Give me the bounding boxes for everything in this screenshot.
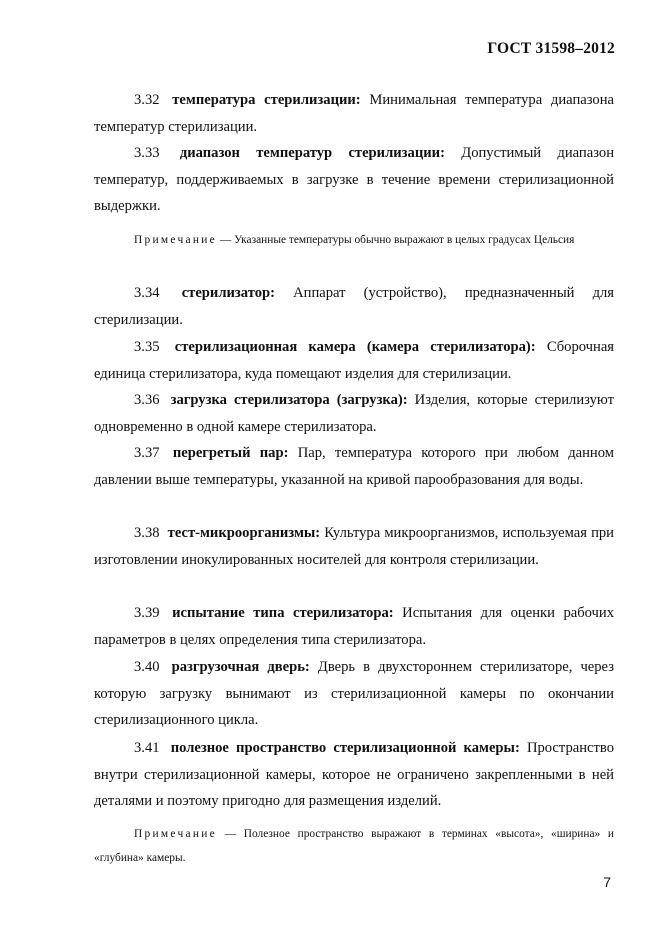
entry-term: стерилизационная камера (камера стерилизатора): (174, 339, 536, 355)
entry-definition: Минимальная температура диапазона температур стерилизации. (94, 92, 614, 135)
entry-term: испытание типа стерилизатора: (172, 605, 394, 621)
entry-definition: Испытания для оценки рабочих параметров в целях определения типа стерилизатора. (94, 605, 615, 648)
note-temperatures (94, 228, 614, 252)
term-entry-3-35 (94, 334, 614, 387)
note-label: Примечание (134, 234, 218, 246)
entry-term: загрузка стерилизатора (загрузка): (170, 392, 408, 408)
note-text: — Указанные температуры обычно выражают в целых градусах Цельсия (217, 234, 575, 246)
entry-number: 3.32 (134, 92, 160, 108)
document-header: ГОСТ 31598–2012 (487, 40, 615, 57)
entry-term: полезное пространство стерилизационной камеры: (170, 740, 520, 756)
note-label: Примечание (134, 828, 218, 840)
entry-term: стерилизатор: (181, 285, 275, 301)
entry-term: разгрузочная дверь: (171, 659, 310, 675)
entry-number: 3.34 (134, 285, 160, 301)
entry-number: 3.33 (134, 145, 160, 161)
entry-definition: Дверь в двухстороннем стерилизаторе, через которую загрузку вынимают из стерилизационной камеры по окончании стерилизационного цикла. (94, 659, 614, 728)
term-entry-3-38 (94, 520, 614, 573)
entry-definition: Изделия, которые стерилизуют одновременно в одной камере стерилизатора. (94, 392, 614, 435)
entry-definition: Пар, температура которого при любом данном давлении выше температуры, указанной на кривой парообразования для воды. (94, 445, 614, 488)
entry-definition: Аппарат (устройство), предназначенный для стерилизации. (94, 285, 614, 328)
entry-definition: Сборочная единица стерилизатора, куда помещают изделия для стерилизации. (94, 339, 615, 382)
entry-term: температура стерилизации: (172, 92, 361, 108)
entry-number: 3.35 (134, 339, 160, 355)
term-entry-3-40 (94, 654, 614, 734)
note-text: — Полезное пространство выражают в терминах «высота», «ширина» и «глубина» камеры. (94, 828, 614, 864)
term-entry-3-39 (94, 600, 614, 653)
term-entry-3-36 (94, 387, 614, 440)
term-entry-3-32 (94, 87, 614, 140)
entry-number: 3.36 (134, 392, 160, 408)
entry-definition: Культура микроорганизмов, используемая при изготовлении инокулированных носителей для контроля стерилизации. (94, 525, 614, 568)
term-entry-3-41 (94, 735, 614, 815)
page-number: 7 (603, 874, 611, 890)
term-entry-3-33 (94, 140, 614, 220)
term-entry-3-34 (94, 280, 614, 333)
entry-number: 3.40 (134, 659, 160, 675)
entry-definition: Допустимый диапазон температур, поддерживаемых в загрузке в течение времени стерилизационной выдержки. (94, 145, 615, 214)
entry-number: 3.39 (134, 605, 160, 621)
entry-number: 3.37 (134, 445, 160, 461)
entry-term: тест-микроорганизмы: (167, 525, 321, 541)
term-entry-3-37 (94, 440, 614, 493)
entry-number: 3.41 (134, 740, 160, 756)
entry-term: диапазон температур стерилизации: (179, 145, 445, 161)
entry-definition: Пространство внутри стерилизационной камеры, которое не ограничено закрепленными в ней деталями и поэтому пригодно для размещения изделий. (94, 740, 614, 809)
note-usable-space (94, 822, 614, 870)
entry-term: перегретый пар: (172, 445, 289, 461)
entry-number: 3.38 (134, 525, 160, 541)
